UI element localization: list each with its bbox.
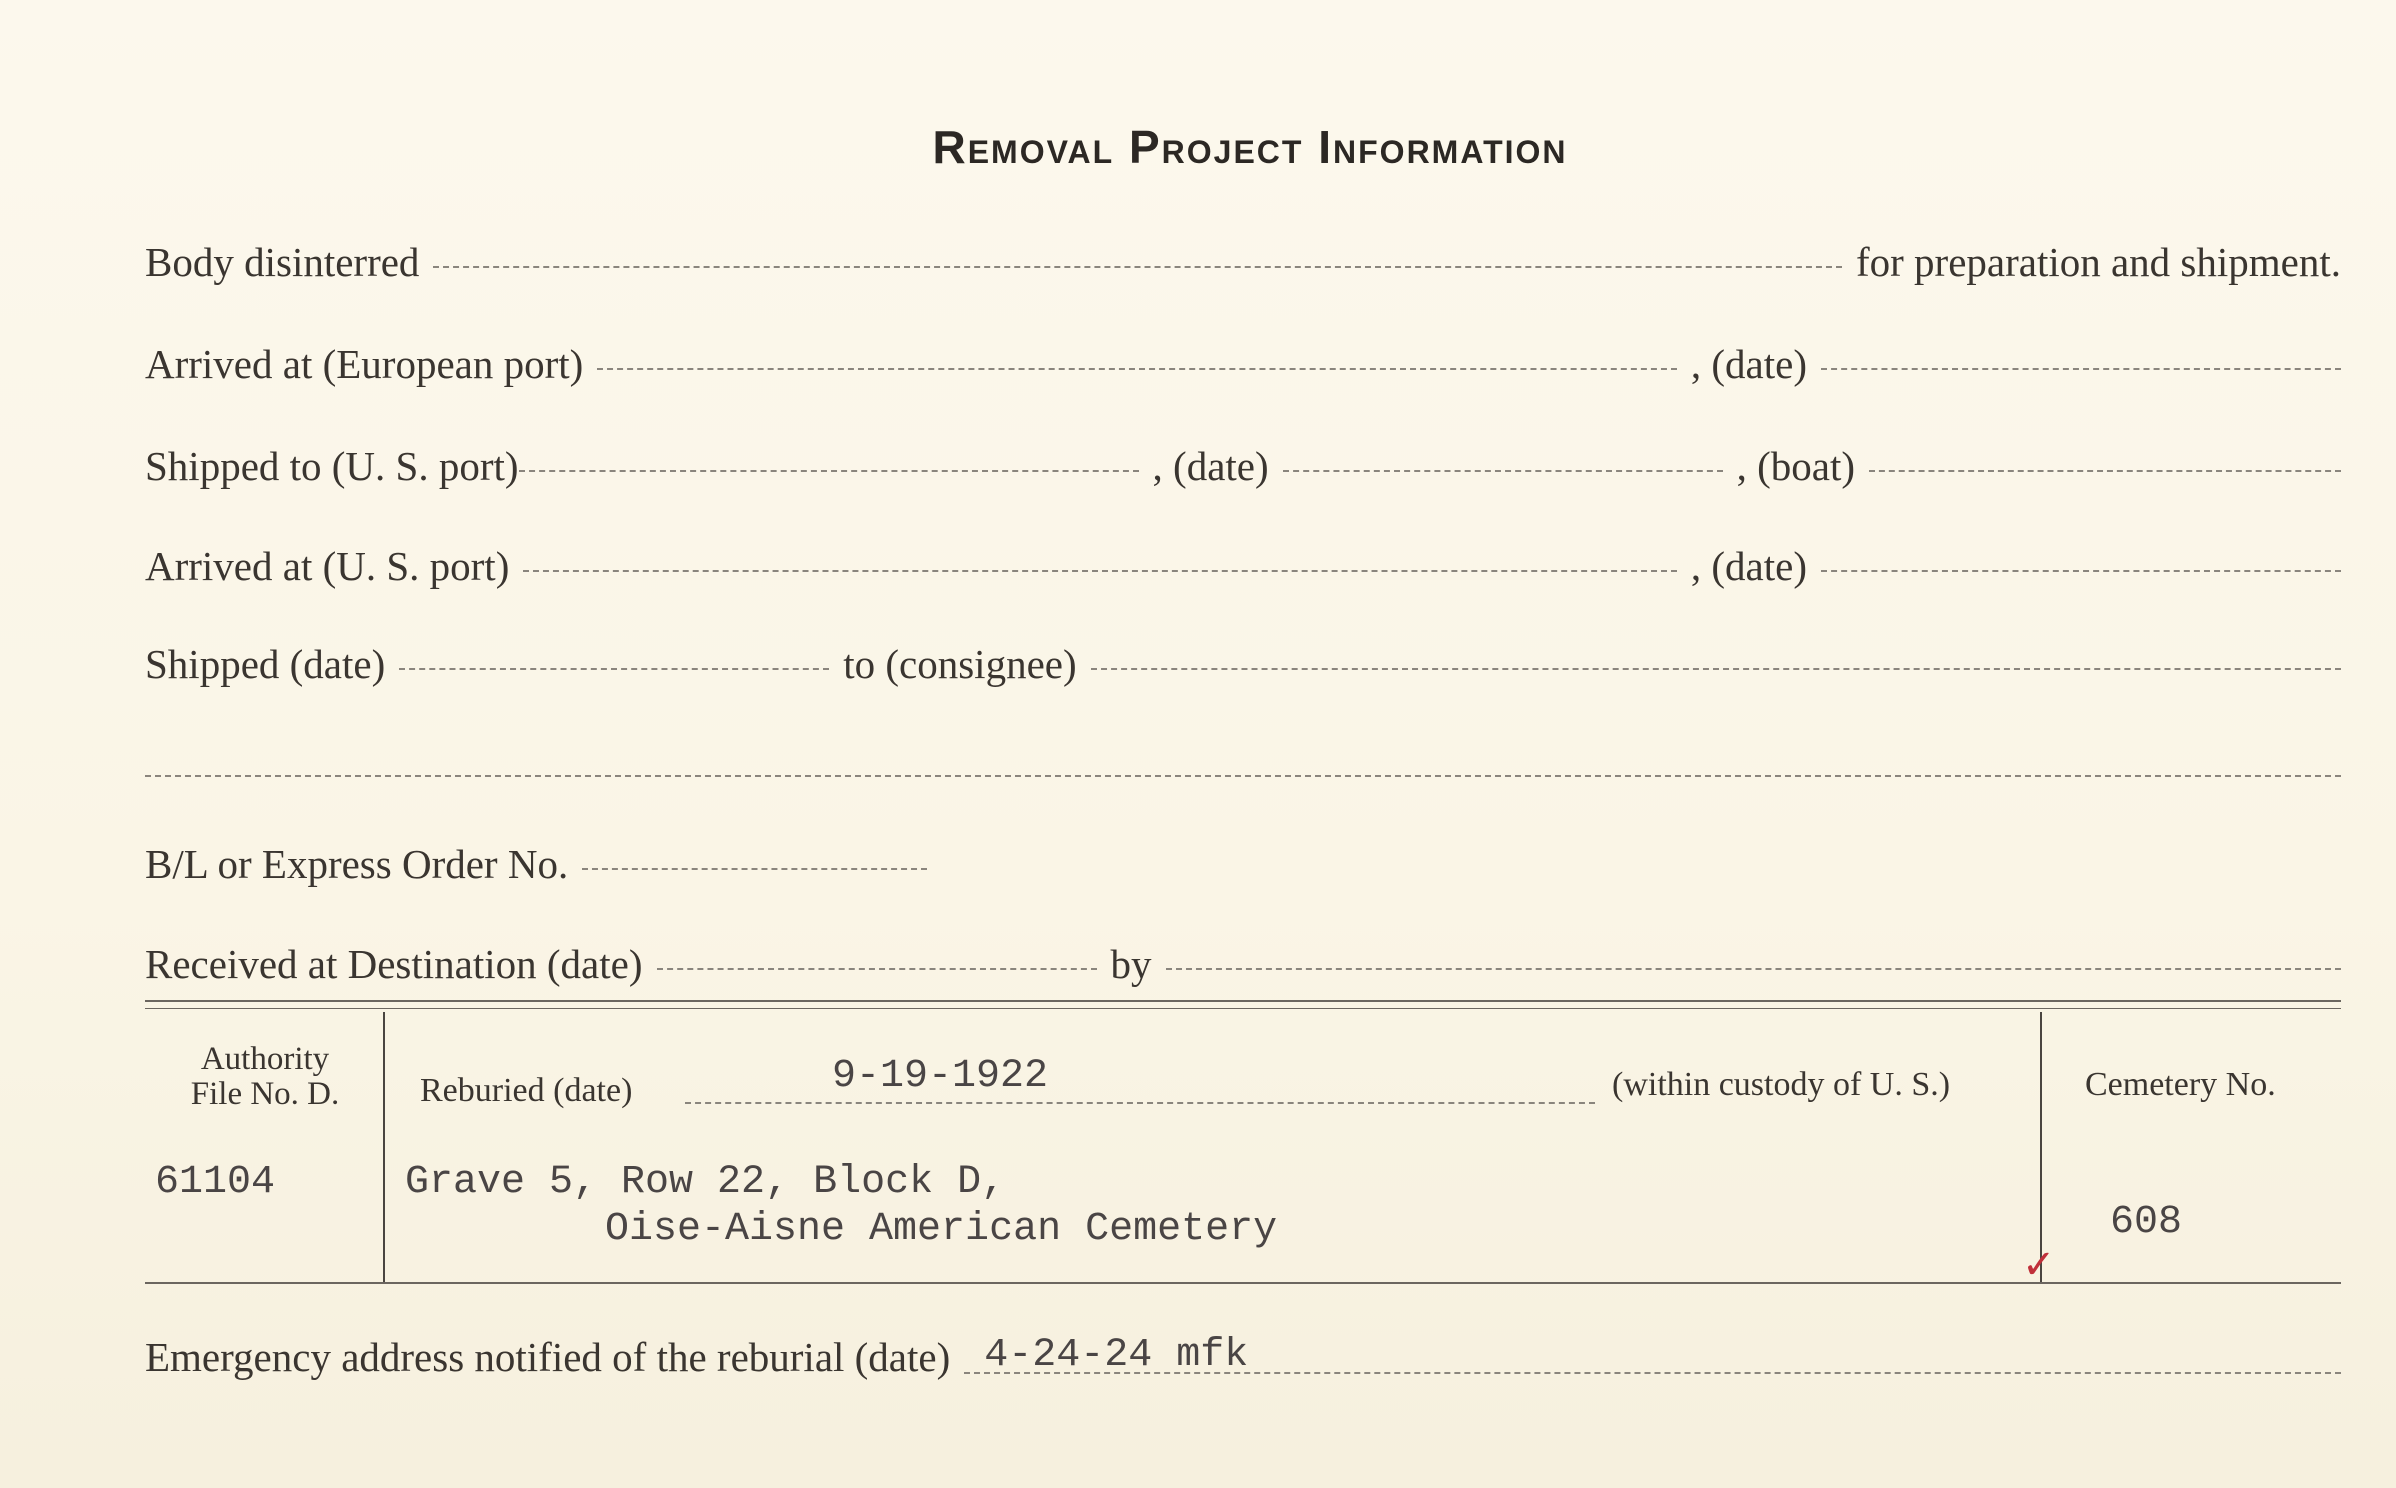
european-port-field (597, 368, 1677, 370)
emergency-label: Emergency address notified of the reburial (date) (145, 1334, 951, 1380)
us-port-field (519, 470, 1139, 472)
arrived-us-port-label: Arrived at (U. S. port) (145, 543, 510, 589)
cemetery-number-value: 608 (2110, 1200, 2183, 1245)
body-disinterred-label: Body disinterred (145, 239, 420, 285)
received-by-field (1166, 968, 2342, 970)
us-arrival-date-field (1821, 570, 2341, 572)
date-label: , (date) (1690, 341, 1807, 387)
grave-location-line-1: Grave 5, Row 22, Block D, (405, 1160, 1006, 1205)
row-emergency-address (145, 1333, 2341, 1384)
authority-file-number: 61104 (155, 1160, 276, 1205)
arrived-us-port-field (523, 570, 1677, 572)
body-disinterred-field (433, 266, 1842, 268)
shipped-date-label: Shipped (date) (145, 641, 386, 687)
to-consignee-label: to (consignee) (843, 641, 1077, 687)
row-arrived-european (145, 340, 2341, 388)
cemetery-number-label: Cemetery No. (2085, 1066, 2276, 1103)
reburied-date-field (685, 1102, 1595, 1104)
by-label: by (1110, 941, 1152, 987)
date-label: , (date) (1152, 443, 1269, 489)
row-arrived-us-port (145, 542, 2341, 590)
table-bottom-rule (145, 1282, 2341, 1284)
table-top-rule-inner (145, 1008, 2341, 1009)
custody-note: (within custody of U. S.) (1612, 1066, 1951, 1103)
ship-date-field (1283, 470, 1723, 472)
reburied-date-value: 9-19-1922 (832, 1054, 1049, 1099)
consignee-field (1091, 668, 2341, 670)
shipped-date-field (399, 668, 829, 670)
grave-location-line-2: Oise-Aisne American Cemetery (605, 1207, 1278, 1252)
for-preparation-label: for preparation and shipment. (1855, 239, 2341, 285)
row-received-destination (145, 940, 2341, 988)
table-top-rule (145, 1000, 2341, 1002)
authority-label-line-1: Authority (200, 1041, 330, 1077)
emergency-date-value: 4-24-24 mfk (984, 1333, 1249, 1378)
authority-column-divider (383, 1012, 385, 1282)
reburied-label: Reburied (date) (420, 1072, 633, 1109)
shipped-us-port-label: Shipped to (U. S. port) (145, 443, 519, 489)
card-title: Removal Project Information (932, 121, 1568, 173)
received-date-field (657, 968, 1097, 970)
boat-field (1869, 470, 2341, 472)
row-shipped-us-port (145, 442, 2341, 490)
date-label: , (date) (1690, 543, 1807, 589)
bl-order-label: B/L or Express Order No. (145, 841, 569, 887)
bl-order-field (582, 868, 927, 870)
check-mark-icon: ✓ (2022, 1242, 2056, 1288)
arrived-european-label: Arrived at (European port) (145, 341, 584, 387)
emergency-date-field (964, 1333, 2341, 1384)
row-bl-order (145, 840, 2341, 888)
received-destination-label: Received at Destination (date) (145, 941, 643, 987)
row-shipped-consignee (145, 640, 2341, 688)
arrival-date-field (1821, 368, 2341, 370)
authority-label-line-2: File No. D. (190, 1076, 340, 1112)
boat-label: , (boat) (1736, 443, 1856, 489)
row-body-disinterred (145, 238, 2341, 286)
authority-label (150, 1042, 380, 1112)
consignee-continuation-line (145, 775, 2341, 777)
